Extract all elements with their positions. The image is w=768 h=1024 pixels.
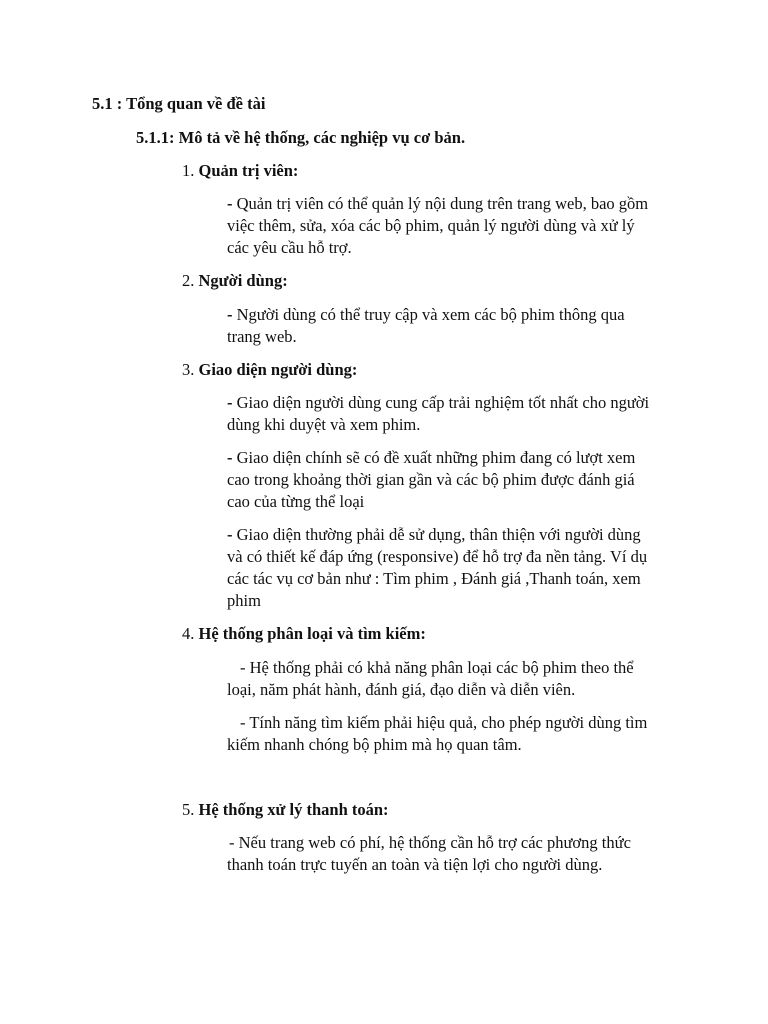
bullet-dash: - <box>240 658 246 677</box>
subsection-heading <box>136 128 465 148</box>
paragraph-line: phim <box>227 591 261 610</box>
bullet-dash: - <box>227 448 233 467</box>
item-number: 2. <box>182 271 195 290</box>
paragraph-line: loại, năm phát hành, đánh giá, đạo diễn và diễn viên. <box>227 680 576 699</box>
paragraph-line <box>229 833 631 853</box>
paragraph-line <box>240 713 647 733</box>
paragraph-line: dùng khi duyệt và xem phim. <box>227 415 421 434</box>
item-title: Người dùng: <box>198 271 288 290</box>
item-heading-4 <box>182 624 426 644</box>
item-title: Quản trị viên: <box>198 161 299 180</box>
section-title: Tổng quan về đề tài <box>126 94 266 113</box>
bullet-dash: - <box>229 833 235 852</box>
item-heading-5 <box>182 800 389 820</box>
subsection-number: 5.1.1: <box>136 128 175 147</box>
item-title: Giao diện người dùng: <box>198 360 358 379</box>
item-number: 1. <box>182 161 195 180</box>
bullet-dash: - <box>227 194 233 213</box>
item-title: Hệ thống phân loại và tìm kiếm: <box>198 624 426 643</box>
paragraph-line: cao của từng thể loại <box>227 492 365 511</box>
paragraph-line: các yêu cầu hỗ trợ. <box>227 238 352 257</box>
line-text: Tính năng tìm kiếm phải hiệu quả, cho phép người dùng tìm <box>245 713 648 732</box>
section-number: 5.1 : <box>92 94 123 113</box>
paragraph-line <box>227 525 641 545</box>
item-heading-2 <box>182 271 288 291</box>
paragraph-line: và có thiết kế đáp ứng (responsive) để hỗ trợ đa nền tảng. Ví dụ <box>227 547 648 566</box>
line-text: Hệ thống phải có khả năng phân loại các bộ phim theo thể <box>245 658 634 677</box>
paragraph-line <box>227 194 648 214</box>
line-text: Giao diện thường phải dễ sử dụng, thân thiện với người dùng <box>232 525 641 544</box>
item-number: 5. <box>182 800 195 819</box>
paragraph-line: các tác vụ cơ bản như : Tìm phim , Đánh giá ,Thanh toán, xem <box>227 569 641 588</box>
line-text: Giao diện người dùng cung cấp trải nghiệm tốt nhất cho người <box>232 393 650 412</box>
paragraph-line: thanh toán trực tuyến an toàn và tiện lợi cho người dùng. <box>227 855 603 874</box>
item-heading-1 <box>182 161 298 181</box>
line-text: Người dùng có thể truy cập và xem các bộ phim thông qua <box>232 305 625 324</box>
paragraph-line: trang web. <box>227 327 297 346</box>
section-heading <box>92 94 265 114</box>
item-number: 3. <box>182 360 195 379</box>
bullet-dash: - <box>227 305 233 324</box>
line-text: Giao diện chính sẽ có đề xuất những phim đang có lượt xem <box>232 448 636 467</box>
item-title: Hệ thống xử lý thanh toán: <box>198 800 389 819</box>
paragraph-line: việc thêm, sửa, xóa các bộ phim, quản lý người dùng và xử lý <box>227 216 635 235</box>
paragraph-line <box>227 305 625 325</box>
paragraph-line: cao trong khoảng thời gian gần và các bộ phim được đánh giá <box>227 470 635 489</box>
bullet-dash: - <box>227 525 233 544</box>
paragraph-line <box>227 448 635 468</box>
bullet-dash: - <box>240 713 246 732</box>
paragraph-line <box>227 393 649 413</box>
subsection-title: Mô tả về hệ thống, các nghiệp vụ cơ bản. <box>178 128 466 147</box>
line-text: Nếu trang web có phí, hệ thống cần hỗ trợ các phương thức <box>234 833 631 852</box>
bullet-dash: - <box>227 393 233 412</box>
paragraph-line: kiếm nhanh chóng bộ phim mà họ quan tâm. <box>227 735 522 754</box>
line-text: Quản trị viên có thể quản lý nội dung trên trang web, bao gồm <box>232 194 649 213</box>
item-number: 4. <box>182 624 195 643</box>
paragraph-line <box>240 658 634 678</box>
item-heading-3 <box>182 360 357 380</box>
